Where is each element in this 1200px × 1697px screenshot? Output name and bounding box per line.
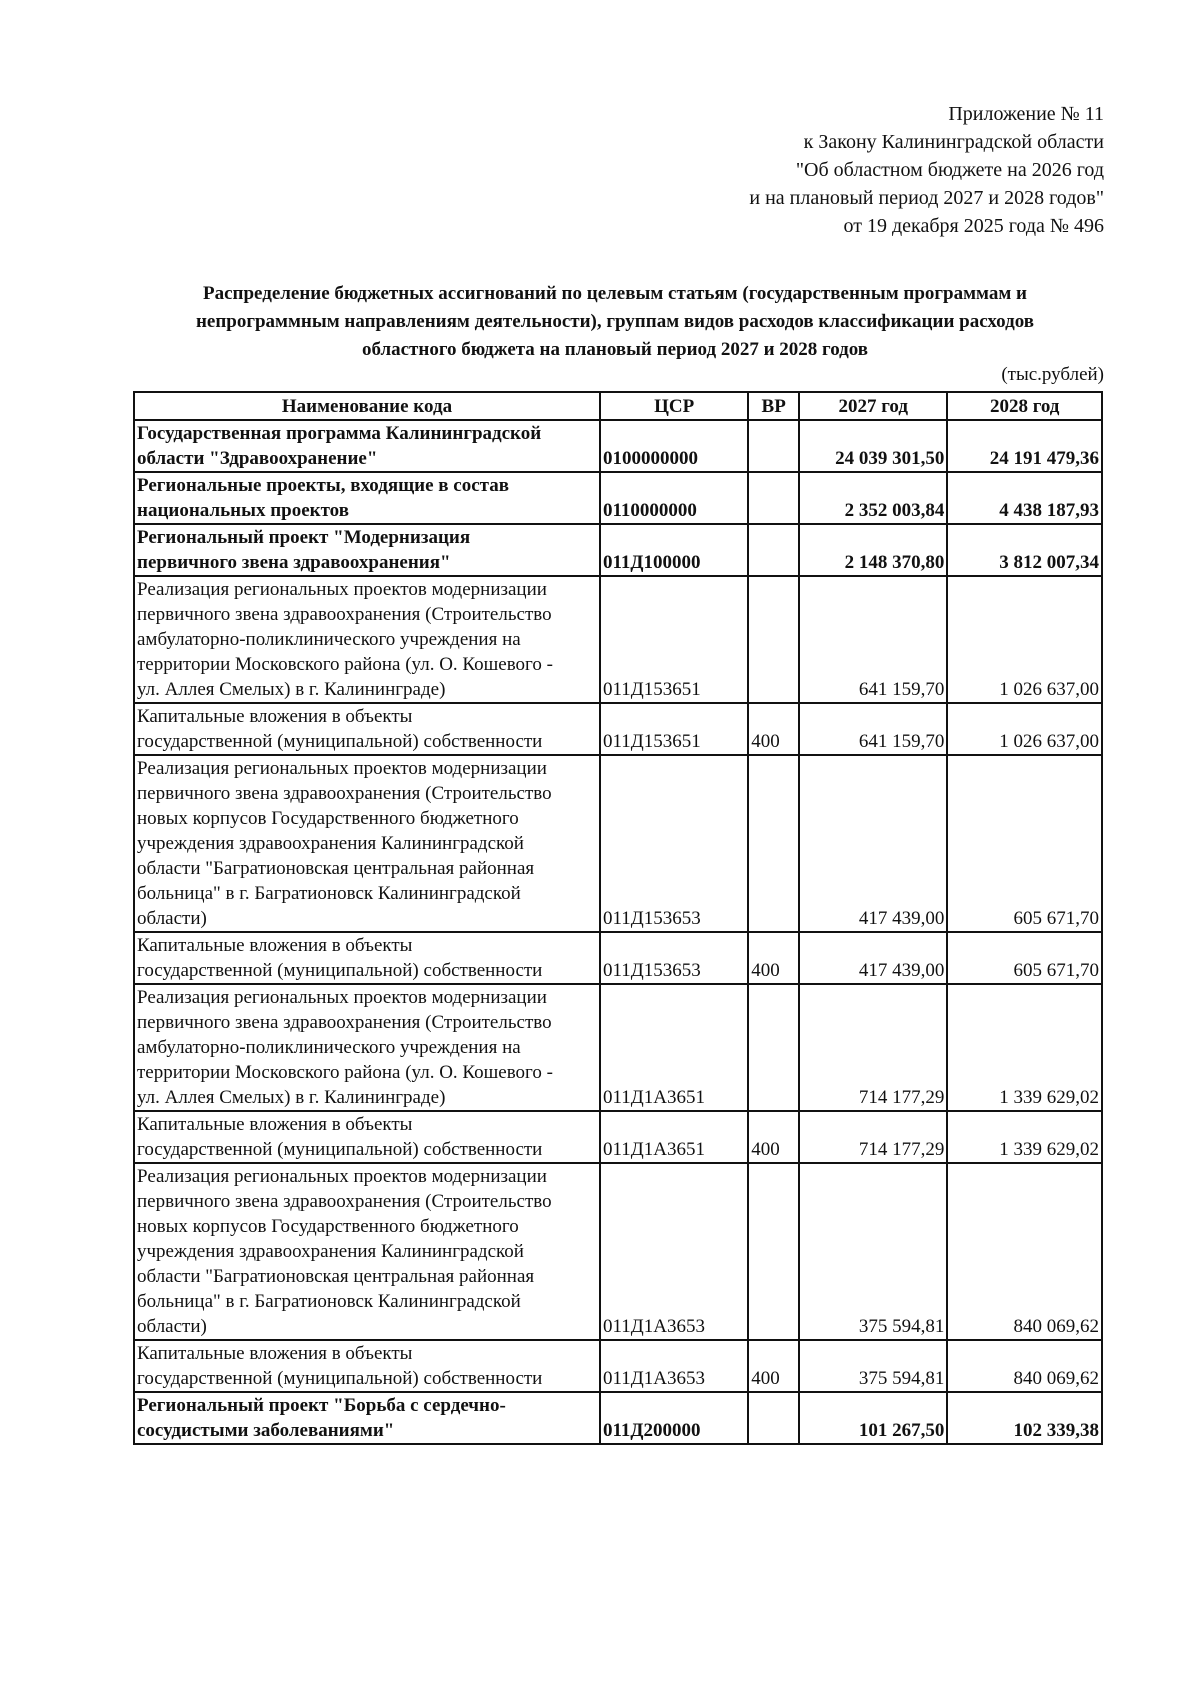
cell-name-line: сосудистыми заболеваниями"	[137, 1420, 395, 1441]
cell-name-line: территории Московского района (ул. О. Кошевого -	[137, 654, 553, 675]
cell-csr: 0110000000	[600, 472, 748, 524]
cell-name-line: территории Московского района (ул. О. Кошевого -	[137, 1062, 553, 1083]
table-header-row	[134, 392, 1102, 420]
cell-name-line: Региональный проект "Борьба с сердечно-	[137, 1395, 506, 1416]
cell-2027: 714 177,29	[799, 1111, 947, 1163]
cell-name-line: новых корпусов Государственного бюджетного	[137, 1216, 519, 1237]
cell-vr: 400	[748, 932, 799, 984]
table-row	[134, 576, 1102, 703]
cell-2027: 641 159,70	[799, 576, 947, 703]
table-row	[134, 420, 1102, 472]
cell-vr	[748, 984, 799, 1111]
cell-2028: 840 069,62	[947, 1163, 1102, 1340]
cell-csr: 011Д1А3651	[600, 1111, 748, 1163]
appendix-header	[504, 100, 1104, 240]
cell-vr	[748, 524, 799, 576]
table-row	[134, 932, 1102, 984]
cell-2028: 1 026 637,00	[947, 703, 1102, 755]
cell-name-line: государственной (муниципальной) собственности	[137, 731, 543, 752]
column-header-csr: ЦСР	[600, 392, 748, 420]
cell-name-line: Государственная программа Калининградской	[137, 423, 542, 444]
cell-csr: 0100000000	[600, 420, 748, 472]
cell-name-line: Региональный проект "Модернизация	[137, 527, 471, 548]
cell-csr: 011Д153653	[600, 932, 748, 984]
cell-name-line: области "Здравоохранение"	[137, 448, 378, 469]
cell-name-line: Реализация региональных проектов модернизации	[137, 579, 547, 600]
cell-2027: 714 177,29	[799, 984, 947, 1111]
cell-csr: 011Д200000	[600, 1392, 748, 1444]
cell-name-line: ул. Аллея Смелых) в г. Калининграде)	[137, 679, 446, 700]
cell-2027: 24 039 301,50	[799, 420, 947, 472]
cell-name-line: первичного звена здравоохранения (Строительство	[137, 604, 552, 625]
cell-2028: 605 671,70	[947, 932, 1102, 984]
table-row	[134, 703, 1102, 755]
title-line: областного бюджета на плановый период 2027 и 2028 годов	[361, 339, 869, 360]
cell-csr: 011Д100000	[600, 524, 748, 576]
table-row	[134, 1392, 1102, 1444]
cell-csr: 011Д153651	[600, 576, 748, 703]
cell-csr: 011Д1А3651	[600, 984, 748, 1111]
units-label: (тыс.рублей)	[1001, 364, 1104, 385]
cell-name	[134, 703, 600, 755]
cell-vr	[748, 420, 799, 472]
cell-name	[134, 1163, 600, 1340]
cell-name-line: области)	[137, 908, 207, 929]
column-header-2028: 2028 год	[947, 392, 1102, 420]
cell-name-line: области "Багратионовская центральная районная	[137, 1266, 535, 1287]
document-title	[120, 280, 1110, 364]
cell-2027: 417 439,00	[799, 755, 947, 932]
cell-2027: 2 148 370,80	[799, 524, 947, 576]
cell-2027: 101 267,50	[799, 1392, 947, 1444]
cell-2028: 4 438 187,93	[947, 472, 1102, 524]
cell-name-line: Региональные проекты, входящие в состав	[137, 475, 509, 496]
column-header-name: Наименование кода	[134, 392, 600, 420]
appendix-number: Приложение № 11	[948, 103, 1104, 125]
cell-name	[134, 984, 600, 1111]
cell-name-line: Капитальные вложения в объекты	[137, 935, 413, 956]
cell-name	[134, 755, 600, 932]
cell-vr: 400	[748, 1340, 799, 1392]
cell-name-line: Реализация региональных проектов модернизации	[137, 987, 547, 1008]
table-row	[134, 524, 1102, 576]
cell-name-line: Реализация региональных проектов модернизации	[137, 758, 547, 779]
budget-table	[133, 391, 1103, 1445]
appendix-law-title: "Об областном бюджете на 2026 год	[795, 159, 1104, 181]
cell-name-line: Капитальные вложения в объекты	[137, 1343, 413, 1364]
cell-name-line: ул. Аллея Смелых) в г. Калининграде)	[137, 1087, 446, 1108]
cell-vr: 400	[748, 703, 799, 755]
cell-name	[134, 420, 600, 472]
cell-2027: 375 594,81	[799, 1163, 947, 1340]
cell-name-line: больница" в г. Багратионовск Калининградской	[137, 1291, 521, 1312]
cell-name	[134, 472, 600, 524]
title-line: непрограммным направлениям деятельности), группам видов расходов классификации расходов	[195, 311, 1035, 332]
table-row	[134, 1163, 1102, 1340]
cell-name-line: государственной (муниципальной) собственности	[137, 1139, 543, 1160]
cell-name-line: амбулаторно-поликлинического учреждения на	[137, 1037, 521, 1058]
table-row	[134, 984, 1102, 1111]
appendix-law-title-cont: и на плановый период 2027 и 2028 годов"	[749, 187, 1104, 209]
table-row	[134, 1111, 1102, 1163]
cell-name-line: области)	[137, 1316, 207, 1337]
cell-name-line: первичного звена здравоохранения (Строительство	[137, 783, 552, 804]
cell-name-line: первичного звена здравоохранения (Строительство	[137, 1191, 552, 1212]
cell-name	[134, 932, 600, 984]
table-row	[134, 1340, 1102, 1392]
cell-vr	[748, 755, 799, 932]
cell-csr: 011Д153651	[600, 703, 748, 755]
cell-name-line: амбулаторно-поликлинического учреждения на	[137, 629, 521, 650]
cell-vr: 400	[748, 1111, 799, 1163]
cell-2028: 1 026 637,00	[947, 576, 1102, 703]
cell-2028: 1 339 629,02	[947, 1111, 1102, 1163]
cell-name	[134, 1340, 600, 1392]
cell-name-line: учреждения здравоохранения Калининградской	[137, 1241, 524, 1262]
column-header-vr: ВР	[748, 392, 799, 420]
cell-name	[134, 524, 600, 576]
cell-vr	[748, 472, 799, 524]
cell-vr	[748, 1392, 799, 1444]
cell-name-line: Капитальные вложения в объекты	[137, 706, 413, 727]
cell-2028: 102 339,38	[947, 1392, 1102, 1444]
cell-2027: 641 159,70	[799, 703, 947, 755]
appendix-law-date: от 19 декабря 2025 года № 496	[843, 215, 1104, 237]
cell-name-line: области "Багратионовская центральная районная	[137, 858, 535, 879]
cell-name-line: государственной (муниципальной) собственности	[137, 960, 543, 981]
cell-2028: 1 339 629,02	[947, 984, 1102, 1111]
cell-csr: 011Д153653	[600, 755, 748, 932]
table-row	[134, 472, 1102, 524]
cell-2027: 2 352 003,84	[799, 472, 947, 524]
cell-2028: 24 191 479,36	[947, 420, 1102, 472]
table-body	[134, 420, 1102, 1444]
column-header-2027: 2027 год	[799, 392, 947, 420]
cell-name-line: государственной (муниципальной) собственности	[137, 1368, 543, 1389]
cell-vr	[748, 1163, 799, 1340]
cell-name	[134, 1111, 600, 1163]
cell-name-line: национальных проектов	[137, 500, 349, 521]
title-line: Распределение бюджетных ассигнований по целевым статьям (государственным программам и	[202, 283, 1028, 304]
cell-2028: 840 069,62	[947, 1340, 1102, 1392]
cell-2027: 417 439,00	[799, 932, 947, 984]
cell-name-line: учреждения здравоохранения Калининградской	[137, 833, 524, 854]
cell-name-line: первичного звена здравоохранения"	[137, 552, 451, 573]
appendix-law-ref: к Закону Калининградской области	[803, 131, 1104, 153]
cell-2028: 605 671,70	[947, 755, 1102, 932]
cell-name-line: Капитальные вложения в объекты	[137, 1114, 413, 1135]
cell-2027: 375 594,81	[799, 1340, 947, 1392]
cell-name-line: Реализация региональных проектов модернизации	[137, 1166, 547, 1187]
cell-csr: 011Д1А3653	[600, 1340, 748, 1392]
cell-2028: 3 812 007,34	[947, 524, 1102, 576]
cell-name	[134, 1392, 600, 1444]
cell-csr: 011Д1А3653	[600, 1163, 748, 1340]
cell-name-line: новых корпусов Государственного бюджетного	[137, 808, 519, 829]
cell-name-line: больница" в г. Багратионовск Калининградской	[137, 883, 521, 904]
cell-name	[134, 576, 600, 703]
cell-vr	[748, 576, 799, 703]
table-row	[134, 755, 1102, 932]
cell-name-line: первичного звена здравоохранения (Строительство	[137, 1012, 552, 1033]
